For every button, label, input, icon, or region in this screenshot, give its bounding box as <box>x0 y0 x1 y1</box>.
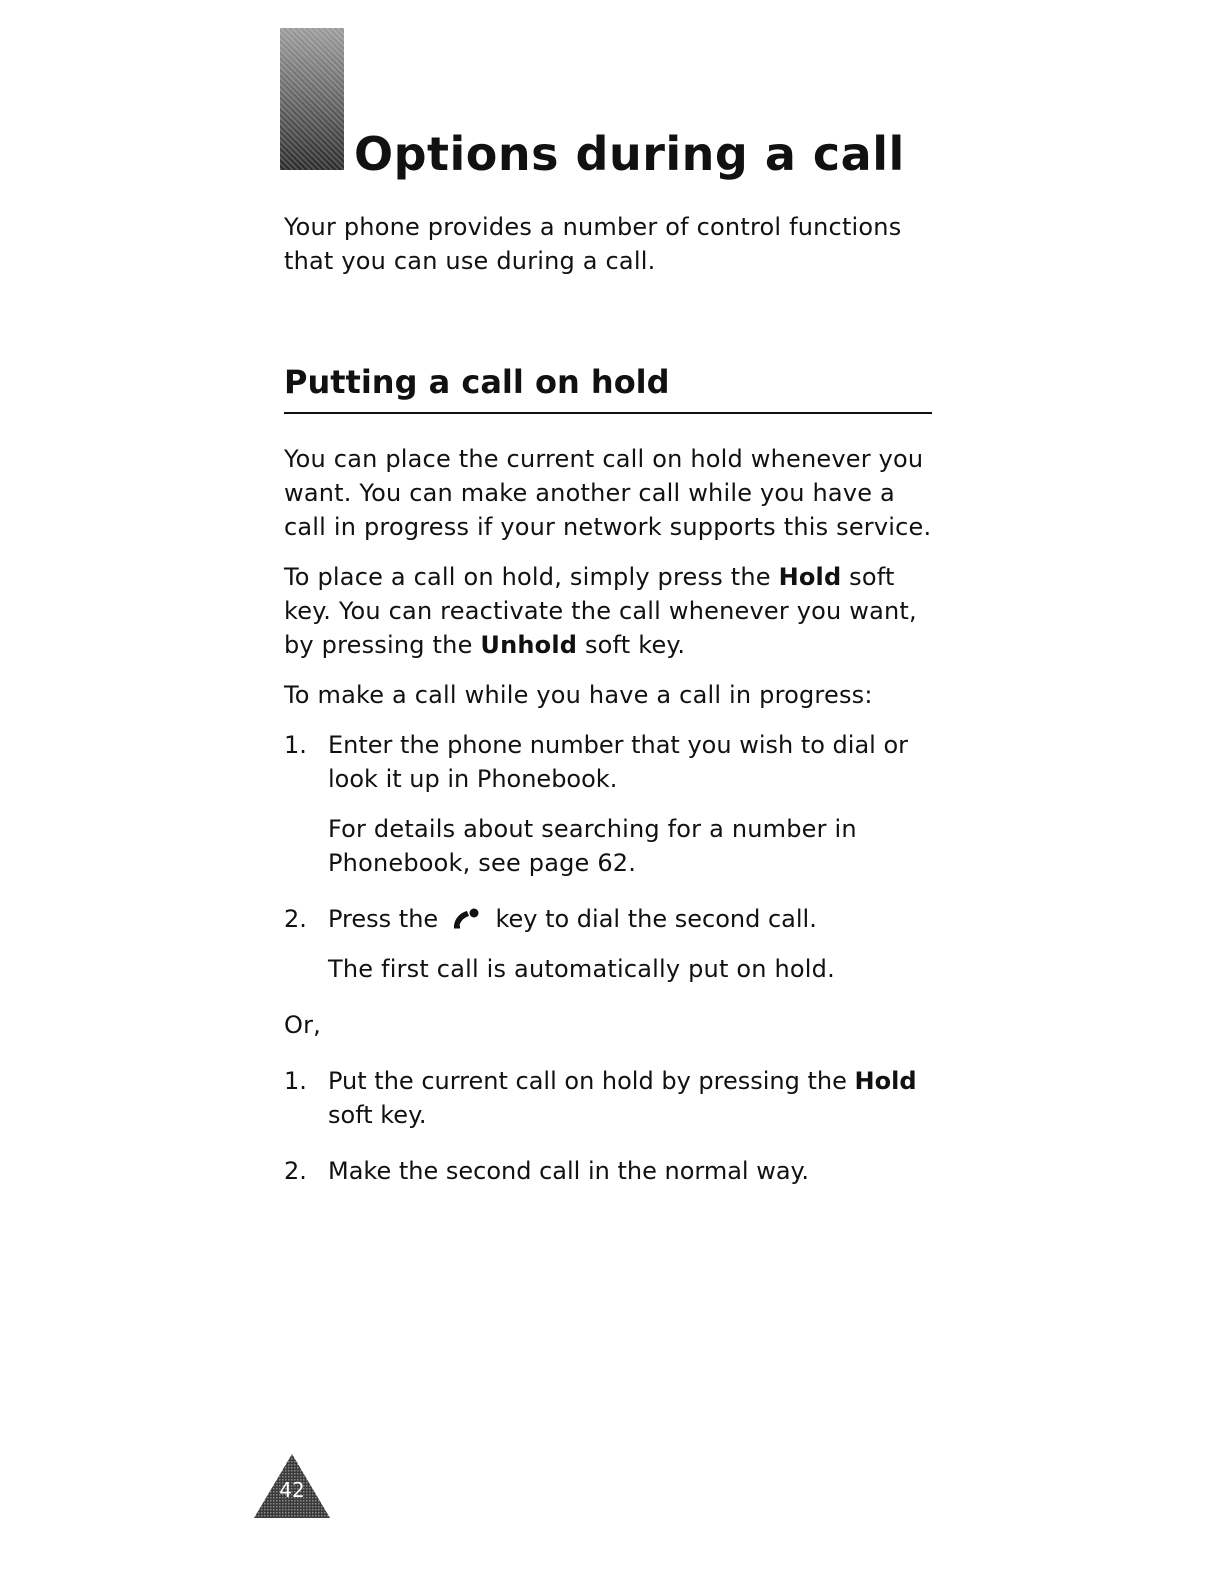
step-number: 2. <box>284 1157 307 1185</box>
chapter-title: Options during a call <box>354 127 905 181</box>
step-number: 1. <box>284 1067 307 1095</box>
text-segment: key to dial the second call. <box>487 905 817 933</box>
second-call-intro: To make a call while you have a call in progress: <box>284 681 873 709</box>
step-b-2 <box>284 1154 944 1188</box>
text-segment: To place a call on hold, simply press the <box>284 563 779 591</box>
send-key-icon <box>450 906 484 930</box>
hold-key-label: Hold <box>778 563 842 591</box>
step-text: Make the second call in the normal way. <box>328 1157 809 1185</box>
step-number: 2. <box>284 905 307 933</box>
text-segment: soft key. You can reactivate the call whenever you want, by pressing the <box>284 563 917 659</box>
step-text <box>328 902 944 936</box>
text-segment: soft key. <box>328 1101 427 1129</box>
page-content <box>284 210 944 1188</box>
page-number: 42 <box>279 1478 305 1502</box>
section-divider <box>284 412 932 414</box>
step-number: 1. <box>284 731 307 759</box>
step-a-2 <box>284 902 944 936</box>
step-b-1 <box>284 1064 944 1132</box>
chapter-tab-marker <box>280 28 344 170</box>
unhold-key-label: Unhold <box>480 631 578 659</box>
step-note: For details about searching for a number in Phonebook, see page 62. <box>328 815 857 877</box>
text-segment: Put the current call on hold by pressing the <box>328 1067 855 1095</box>
text-segment: Press the <box>328 905 446 933</box>
step-note: The first call is automatically put on hold. <box>328 955 835 983</box>
section-title: Putting a call on hold <box>284 363 670 401</box>
hold-overview-paragraph: You can place the current call on hold whenever you want. You can make another call while you have a call in progress if your network supports this service. <box>284 445 932 541</box>
or-separator: Or, <box>284 1011 321 1039</box>
step-a-1 <box>284 728 944 796</box>
step-text <box>328 1064 944 1132</box>
hold-instructions-paragraph <box>284 560 944 662</box>
intro-paragraph: Your phone provides a number of control functions that you can use during a call. <box>284 213 902 275</box>
text-segment: soft key. <box>577 631 686 659</box>
step-text: Enter the phone number that you wish to dial or look it up in Phonebook. <box>328 731 909 793</box>
hold-key-label: Hold <box>854 1067 917 1095</box>
